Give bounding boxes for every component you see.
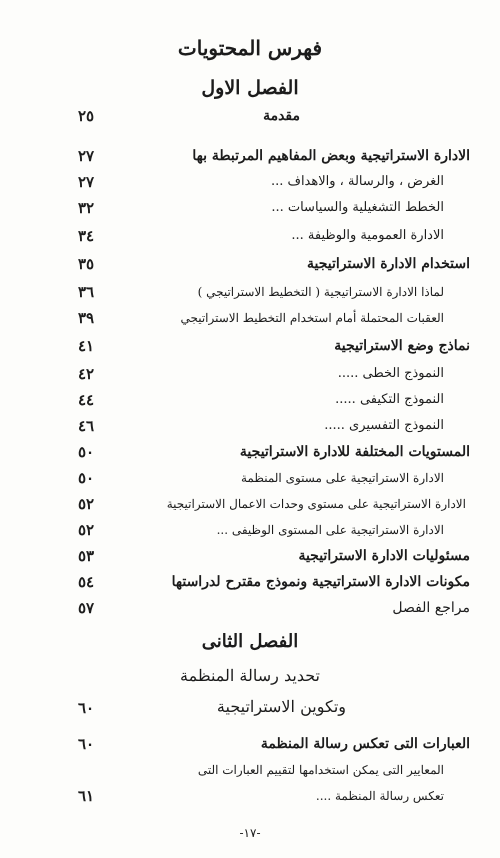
toc-entry-page: ٥٢ — [78, 495, 95, 513]
toc-entry-text: الادارة الاستراتيجية وبعض المفاهيم المرتبطة بها — [192, 148, 470, 164]
chapter-2-subtitle-row — [70, 696, 470, 720]
toc-entry-page: ٥٧ — [78, 599, 95, 617]
toc-entry-page: ٤١ — [78, 337, 95, 355]
toc-entry-text: النموذج التفسيرى ..... — [324, 418, 444, 433]
toc-entry-text: النموذج الخطى ..... — [337, 366, 444, 381]
toc-entry-page: ٦٠ — [78, 699, 95, 717]
toc-entry-page: ٤٦ — [78, 417, 95, 435]
chapter-1-heading: الفصل الاول — [201, 77, 299, 99]
toc-entry-text: العقبات المحتملة أمام استخدام التخطيط الاستراتيجي — [180, 311, 444, 325]
toc-entry — [70, 144, 470, 168]
page-number-footer: -١٧- — [239, 826, 261, 840]
toc-entry-text: العبارات التى تعكس رسالة المنظمة — [260, 736, 470, 752]
chapter-2-heading: الفصل الثانى — [201, 631, 299, 652]
toc-entry — [70, 334, 470, 358]
toc-entry — [70, 414, 470, 438]
toc-entry-text: تعكس رسالة المنظمة .... — [315, 789, 444, 803]
toc-entry — [70, 732, 470, 756]
toc-entry-page: ٦٠ — [78, 735, 95, 753]
toc-entry-text: مقدمة — [263, 108, 300, 124]
toc-entry — [70, 518, 470, 542]
toc-entry-text: مكونات الادارة الاستراتيجية ونموذج مقترح لدراستها — [171, 574, 470, 590]
toc-entry-page: ٤٤ — [78, 391, 95, 409]
toc-entry — [70, 362, 470, 386]
toc-entry-text: الادارة الاستراتيجية على المستوى الوظيفى ... — [216, 523, 444, 537]
toc-entry — [70, 544, 470, 568]
toc-entry-page: ٥٣ — [78, 547, 95, 565]
toc-entry-text: الادارة الاستراتيجية على مستوى وحدات الاعمال الاستراتيجية — [166, 497, 466, 511]
toc-entry-page: ٦١ — [78, 787, 95, 805]
toc-entry-text: الغرض ، والرسالة ، والاهداف ... — [270, 174, 444, 189]
toc-entry — [70, 466, 470, 490]
toc-entry — [70, 492, 470, 516]
toc-entry — [70, 104, 470, 128]
toc-entry-text: الادارة الاستراتيجية على مستوى المنظمة — [240, 471, 444, 485]
toc-entry-text: المعايير التى يمكن استخدامها لتقييم العبارات التى — [197, 763, 444, 777]
toc-entry — [70, 388, 470, 412]
page-title: فهرس المحتويات — [177, 36, 323, 60]
toc-entry-page: ٥٤ — [78, 573, 95, 591]
toc-entry — [70, 570, 470, 594]
toc-entry-page: ٥٠ — [78, 469, 95, 487]
toc-entry-text: الادارة العمومية والوظيفة ... — [291, 228, 444, 243]
toc-entry-text: مراجع الفصل — [392, 600, 470, 616]
toc-entry — [70, 224, 470, 248]
toc-entry-page: ٤٢ — [78, 365, 95, 383]
toc-entry-page: ٢٥ — [78, 107, 95, 125]
toc-entry-page: ٢٧ — [78, 147, 95, 165]
toc-entry — [70, 440, 470, 464]
chapter-2-subtitle-line-1: تحديد رسالة المنظمة — [179, 666, 320, 685]
toc-entry — [70, 758, 470, 782]
toc-entry-page: ٣٩ — [78, 309, 95, 327]
toc-entry — [70, 784, 470, 808]
toc-entry-page: ٥٠ — [78, 443, 95, 461]
toc-entry-text: الخطط التشغيلية والسياسات ... — [271, 200, 444, 215]
toc-entry — [70, 170, 470, 194]
toc-entry-text: مسئوليات الادارة الاستراتيجية — [298, 548, 470, 564]
toc-entry — [70, 306, 470, 330]
toc-entry-page: ٣٢ — [78, 199, 95, 217]
toc-entry-page: ٣٤ — [78, 227, 95, 245]
chapter-2-subtitle-line-2: وتكوين الاستراتيجية — [216, 697, 346, 716]
toc-entry-text: النموذج التكيفى ..... — [335, 392, 444, 407]
toc-entry-text: المستويات المختلفة للادارة الاستراتيجية — [239, 444, 470, 460]
toc-entry-text: استخدام الادارة الاستراتيجية — [307, 256, 470, 272]
toc-entry — [70, 196, 470, 220]
toc-entry-text: نماذج وضع الاستراتيجية — [334, 338, 470, 354]
toc-entry — [70, 280, 470, 304]
toc-entry-page: ٢٧ — [78, 173, 95, 191]
toc-entry-page: ٥٢ — [78, 521, 95, 539]
toc-entry — [70, 596, 470, 620]
toc-entry-page: ٣٦ — [78, 283, 95, 301]
toc-entry-text: لماذا الادارة الاستراتيجية ( التخطيط الاستراتيجي ) — [197, 285, 444, 299]
toc-entry — [70, 252, 470, 276]
toc-entry-page: ٣٥ — [78, 255, 95, 273]
